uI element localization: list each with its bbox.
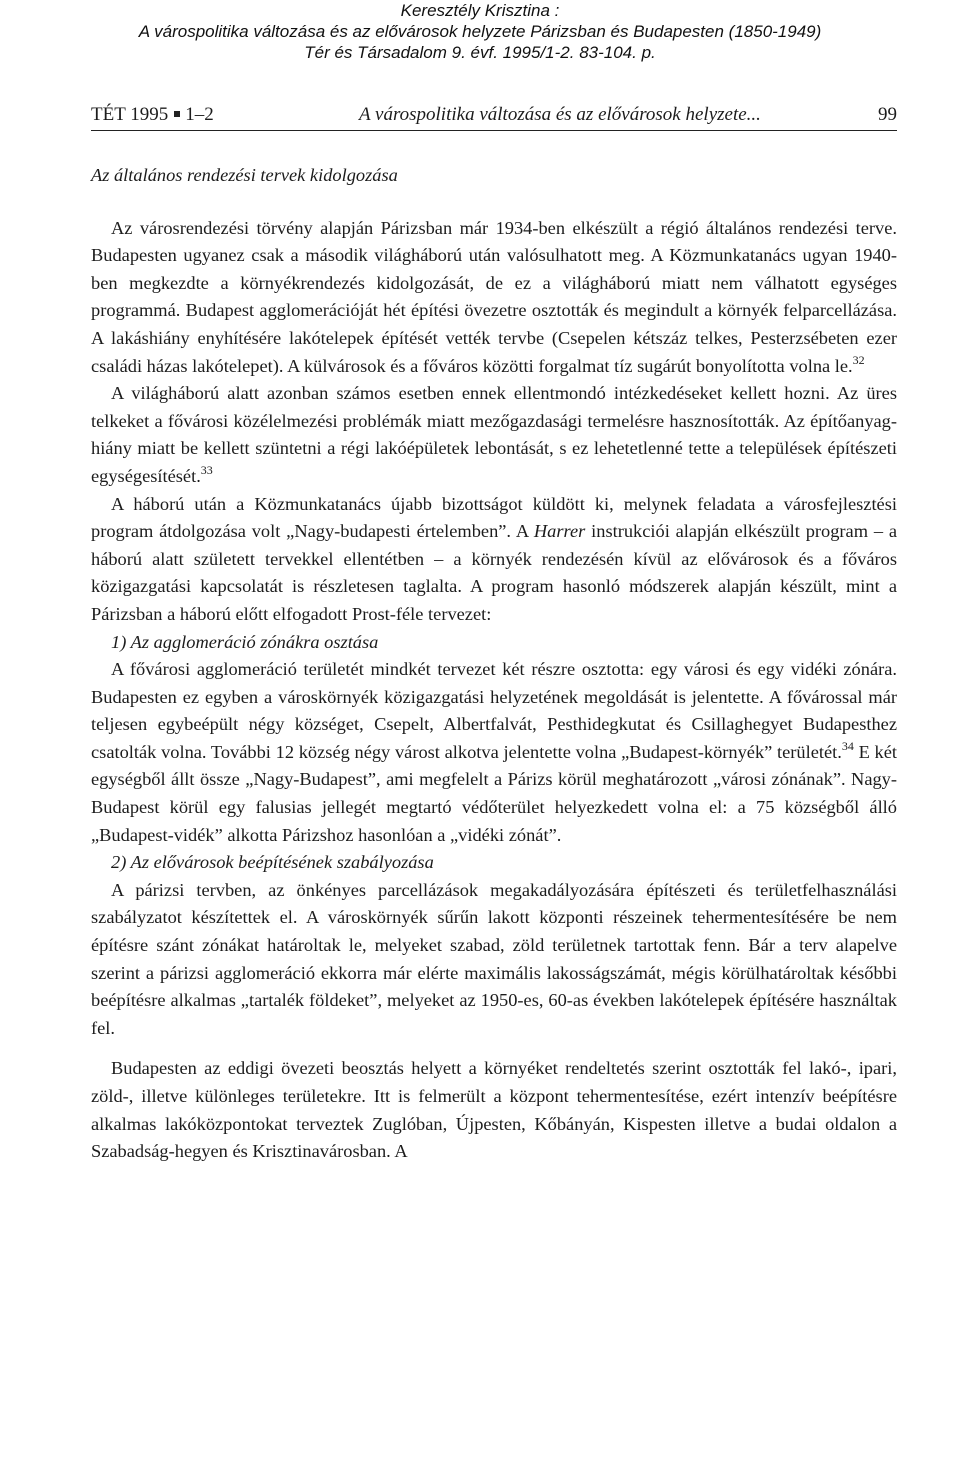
footnote-ref: 34 <box>841 738 854 753</box>
paragraph-text: A háború után a Közmunkatanács újabb bizottságot küldött ki, melynek feladata a városfejlesztési program átdolgozása volt „Nagy-budapesti értelemben”. A <box>91 493 897 542</box>
list-heading: 1) Az agglomeráció zónákra osztása <box>111 631 379 652</box>
paragraph <box>91 380 897 490</box>
page-number: 99 <box>878 104 897 125</box>
paragraph-text: Az városrendezési törvény alapján Párizsban már 1934-ben elkészült a régió általános rendezési terve. Budapesten ugyanez csak a második világháború után valósulhatott meg. A Közmunkatanács ugyan 1940-ben megkezdte a környékrendezés kidolgozását, de ez a világháború miatt nem válhatott egységes programmá. Budapest agglomerációját hét építési övezetre osztották és megindult a környék felparcellázása. A lakáshiány enyhítésére lakótelepek építését vették tervbe (Csepelen kétszáz telkes, Pesterzsébeten ezer családi házas lakótelepet). A külvárosok és a főváros közötti forgalmat tíz sugárút bonyolította volna le. <box>91 217 897 376</box>
running-head-journal <box>91 104 214 126</box>
section-title: Az általános rendezési tervek kidolgozása <box>91 165 398 185</box>
paragraph-text: A világháború alatt azonban számos esetben ennek ellentmondó intézkedéseket kellett hozni. Az üres telkeket a fővárosi közélelmezési problémák miatt mezőgazdasági termelésre hasznosították. Az építőanyag-hiány miatt be kellett szüntetni a régi lakóépületek lebontását, s ez lehetetlenné tette a települések építészeti egységesítését. <box>91 383 897 486</box>
list-heading: 2) Az elővárosok beépítésének szabályozása <box>111 852 434 873</box>
bullet-icon <box>174 111 180 117</box>
footnote-ref: 33 <box>200 462 213 477</box>
running-head <box>91 104 897 131</box>
citation-author: Keresztély Krisztina : <box>400 1 560 20</box>
citation-header <box>0 0 960 63</box>
paragraph: A párizsi tervben, az önkényes parcellázások megakadályozására építészeti és területfelhasználási szabályzatot készítettek el. A városkörnyék sűrűn lakott központi részeinek tehermentesítésére be nem építésre szánt zónákat határoltak le, melyeket szabad, zöld területnek tartottak fenn. Bár a terv alapelve szerint a párizsi agglomeráció ekkorra már elérte maximális lakosságszámát, mégis körülhatároltak későbbi beépítésre alkalmas „tartalék földeket”, melyeket az 1950-es, 60-as években lakótelepek építésére használtak fel. <box>91 879 897 1038</box>
paragraph: Budapesten az eddigi övezeti beosztás helyett a környéket rendeltetés szerint osztották fel lakó-, ipari, zöld-, illetve különleges területekre. Itt is felmerült a központ tehermentesítése, ezért intenzív beépítésre alkalmas lakóközpontokat terveztek Zuglóban, Újpesten, Kőbányán, Kispesten illetve a budai oldalon a Szabadság-hegyen és Krisztinavárosban. A <box>91 1058 897 1162</box>
paragraph-text: instrukciói alapján elkészült program – a háború alatt született tervekkel ellentétben – a környék rendezésén kívül az elővárosok és a főváros közigazgatási kapcsolatát is részletesen taglalta. A program hasonló módszerek alapján készült, mint a Párizsban a háború előtt elfogadott Prost-féle tervezet: <box>91 521 898 624</box>
paragraph <box>91 215 897 381</box>
citation-source: Tér és Társadalom 9. évf. 1995/1-2. 83-104. p. <box>304 43 656 62</box>
paragraph-text: A fővárosi agglomeráció területét mindkét tervezet két részre osztotta: egy városi és egy vidéki zónára. Budapesten ez egyben a városkörnyék közigazgatási helyzetének megoldását is jelentette. A fővárossal már teljesen egybeépült négy községet, Csepelt, Albertfalvát, Pesthidegkutat és Csillaghegyet Budapesthez csatolták volna. További 12 község négy várost alkotva jelentette volna „Budapest-környék” területét. <box>91 659 897 762</box>
paragraph <box>91 656 897 849</box>
running-head-title: A várospolitika változása és az elővárosok helyzete... <box>359 104 761 125</box>
article-body <box>91 162 897 1166</box>
paragraph-text: E két egységből állt össze „Nagy-Budapest”, ami megfelelt a Párizs körül meghatározott „városi zónának”. Nagy-Budapest körül egy falusias jellegét megtartó védőterület helyezkedett volna el: a 75 községből álló „Budapest-vidék” alkotta Párizshoz hasonlóan a „vidéki zónát”. <box>91 741 897 845</box>
citation-title: A várospolitika változása és az elővárosok helyzete Párizsban és Budapesten (1850-1949) <box>138 22 822 41</box>
journal-label: TÉT 1995 <box>91 104 169 125</box>
person-name: Harrer <box>533 521 586 542</box>
paragraph <box>91 491 897 629</box>
footnote-ref: 32 <box>852 352 865 367</box>
issue-label: 1–2 <box>185 104 214 125</box>
